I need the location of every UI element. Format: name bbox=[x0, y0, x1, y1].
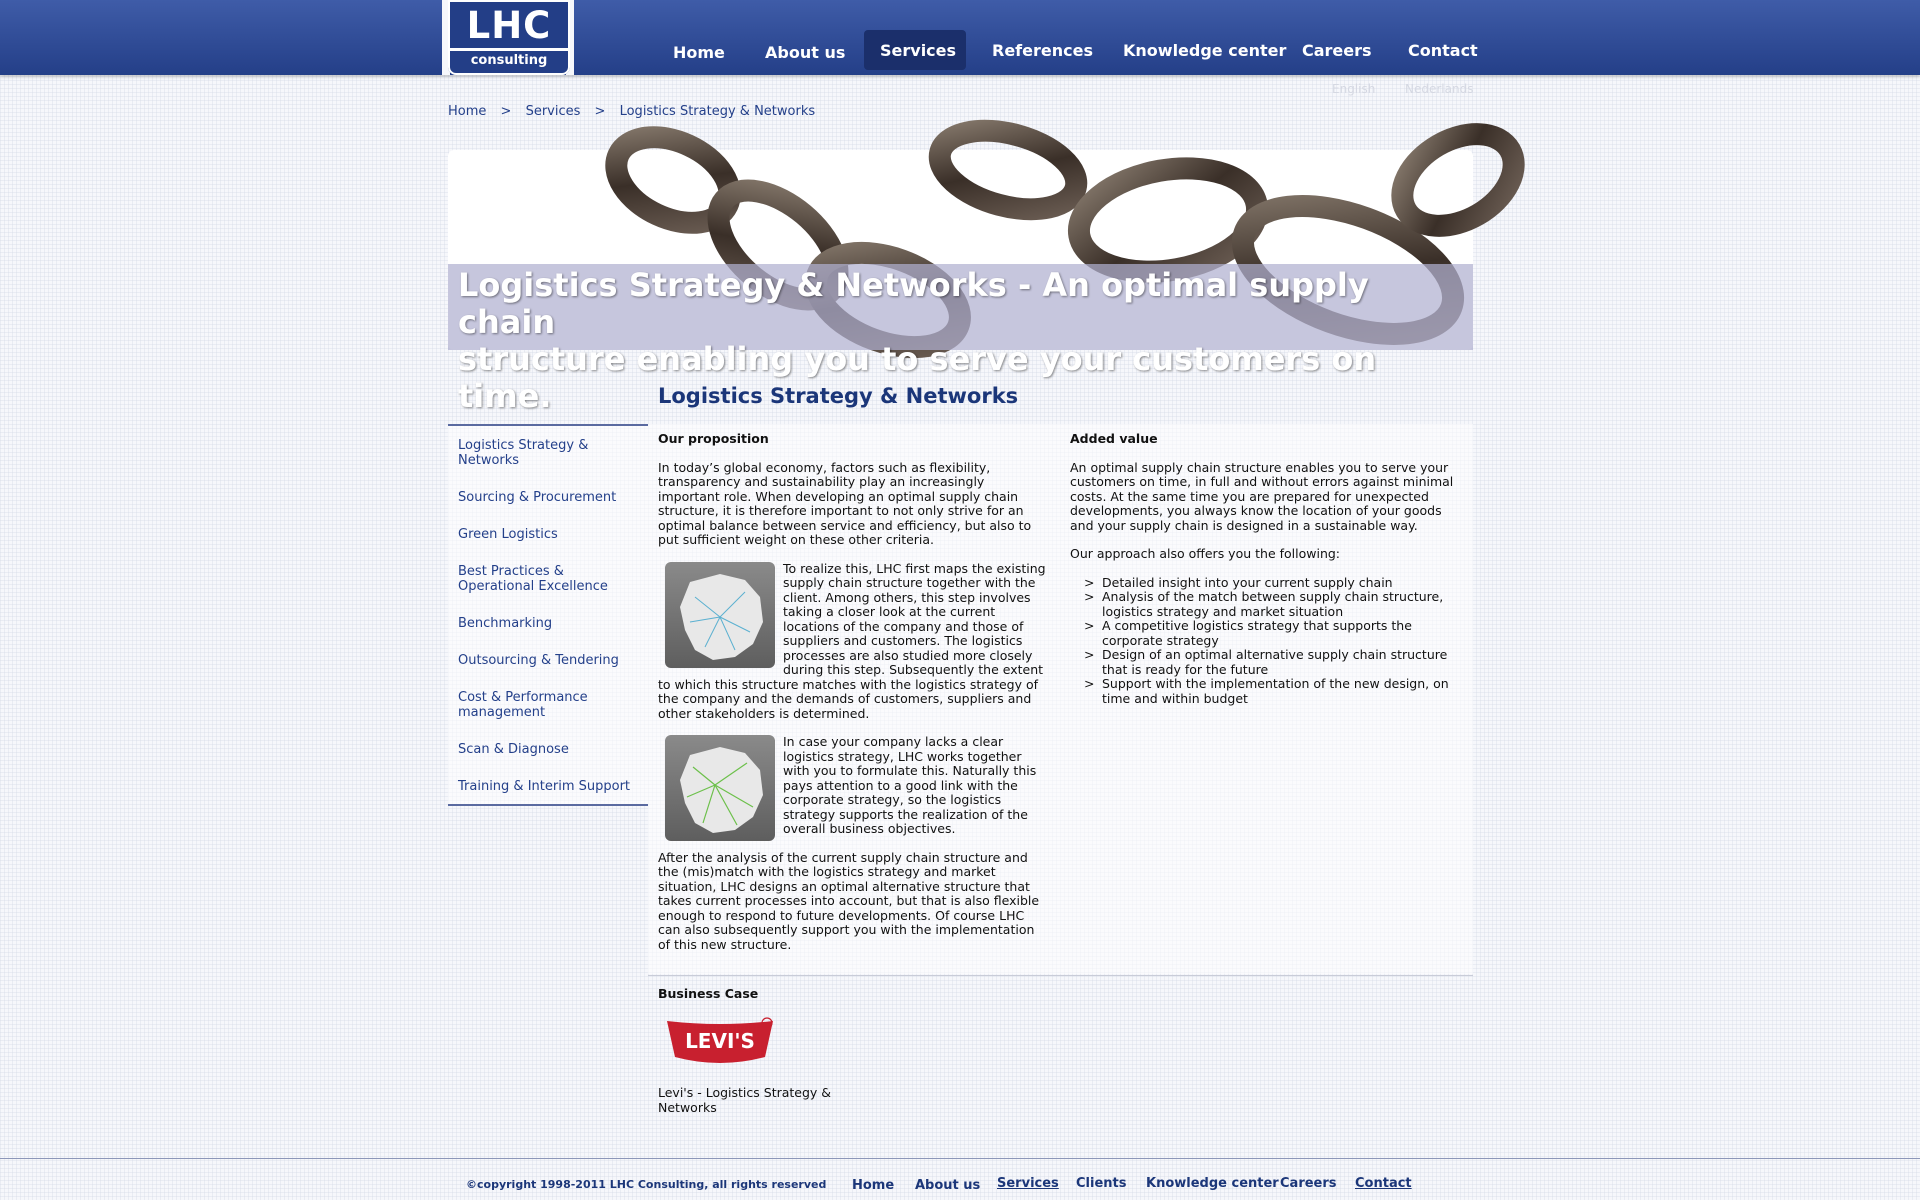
sidebar-item-outsourcing[interactable]: Outsourcing & Tendering bbox=[458, 653, 619, 668]
main-nav bbox=[0, 30, 1920, 70]
footer-nav-careers[interactable]: Careers bbox=[1280, 1176, 1337, 1191]
nav-about-us[interactable]: About us bbox=[765, 43, 846, 62]
proposition-paragraph-1: In today’s global economy, factors such as flexibility, transparency and sustainability play an increasingly important role. When developing an optimal supply chain structure, it is therefore important to not only strive for an optimal balance between service and efficiency, but also to put sufficient weight on these other criteria. bbox=[658, 459, 1032, 547]
sidebar-item-scan-diagnose[interactable]: Scan & Diagnose bbox=[458, 742, 569, 757]
sidebar-item-cost-performance[interactable]: Cost & Performance management bbox=[458, 690, 588, 720]
page-title: Logistics Strategy & Networks bbox=[658, 384, 1019, 408]
nav-references[interactable]: References bbox=[992, 41, 1093, 60]
sidebar-item-benchmarking[interactable]: Benchmarking bbox=[458, 616, 553, 631]
hero-heading-line-1: Logistics Strategy & Networks - An optimal supply chain bbox=[458, 266, 1369, 341]
list-item: > Design of an optimal alternative supply chain structure that is ready for the future bbox=[1084, 648, 1465, 677]
list-item: > Detailed insight into your current supply chain bbox=[1084, 576, 1465, 591]
breadcrumb-home[interactable]: Home bbox=[448, 104, 487, 119]
hero-heading-line-2: structure enabling you to serve your customers on time. bbox=[458, 340, 1377, 415]
nav-careers[interactable]: Careers bbox=[1302, 41, 1372, 60]
list-item: > Analysis of the match between supply chain structure, logistics strategy and market situation bbox=[1084, 590, 1465, 619]
added-value-heading: Added value bbox=[1070, 431, 1158, 446]
sidebar-item-best-practices[interactable]: Best Practices & Operational Excellence bbox=[458, 564, 608, 594]
breadcrumb bbox=[448, 104, 825, 119]
sidebar-item-green-logistics[interactable]: Green Logistics bbox=[458, 527, 558, 542]
nav-services[interactable]: Services bbox=[880, 41, 957, 60]
added-value-column bbox=[1070, 432, 1465, 706]
proposition-paragraph-3: In case your company lacks a clear logistics strategy, LHC works together with you to formulate this. Naturally this pays attention to a good link with the corporate strategy, so the logistics strategy supports the realization of the overall business objectives. bbox=[783, 734, 1037, 836]
business-case-link[interactable]: Levi's - Logistics Strategy & Networks bbox=[658, 1085, 832, 1115]
footer-nav-clients[interactable]: Clients bbox=[1076, 1176, 1127, 1191]
footer-nav-contact[interactable]: Contact bbox=[1355, 1176, 1412, 1191]
logo-sub-text: consulting bbox=[470, 53, 548, 68]
added-value-list bbox=[1084, 576, 1465, 707]
hero-banner bbox=[448, 150, 1473, 415]
sidebar-item-logistics-strategy[interactable]: Logistics Strategy & Networks bbox=[458, 438, 589, 468]
breadcrumb-services[interactable]: Services bbox=[525, 104, 581, 119]
copyright-text: ©copyright 1998-2011 LHC Consulting, all rights reserved bbox=[466, 1178, 827, 1191]
footer-divider bbox=[0, 1158, 1920, 1159]
sidebar-item-sourcing[interactable]: Sourcing & Procurement bbox=[458, 490, 617, 505]
business-case-heading: Business Case bbox=[658, 986, 759, 1001]
proposition-paragraph-2: To realize this, LHC first maps the existing supply chain structure together with the client. Among others, this step involves taking a closer look at the current locations of the company and those of suppliers and customers. The logistics processes are also studied more closely during this step. Subsequently the extent to which this structure matches with the logistics strategy of the company and the demands of customers, suppliers and other stakeholders is determined. bbox=[658, 560, 1046, 721]
services-sidebar bbox=[448, 424, 648, 806]
levis-logo[interactable] bbox=[665, 1017, 775, 1069]
added-value-paragraph-2: Our approach also offers you the following: bbox=[1070, 546, 1341, 561]
sidebar-item-training[interactable]: Training & Interim Support bbox=[458, 779, 631, 794]
proposition-heading: Our proposition bbox=[658, 431, 769, 446]
footer-nav-knowledge-center[interactable]: Knowledge center bbox=[1146, 1176, 1279, 1191]
added-value-paragraph-1: An optimal supply chain structure enables you to serve your customers on time, in full and without errors against minimal costs. At the same time you are prepared for unexpected developments, you always know the location of your goods and your supply chain is designed in a sustainable way. bbox=[1070, 459, 1454, 533]
levis-logo-text: LEVI'S bbox=[685, 1029, 755, 1053]
logo-main-text: LHC bbox=[466, 4, 552, 47]
proposition-column bbox=[658, 432, 1050, 966]
europe-network-map-image-2 bbox=[665, 735, 775, 841]
breadcrumb-current[interactable]: Logistics Strategy & Networks bbox=[619, 104, 816, 119]
footer-nav-services[interactable]: Services bbox=[997, 1176, 1059, 1191]
proposition-paragraph-4: After the analysis of the current supply chain structure and the (mis)match with the logistics strategy and market situation, LHC designs an optimal alternative structure that takes current processes into account, but that is also flexible enough to respond to future developments. Of course LHC can also subsequently support you with the implementation of this new structure. bbox=[658, 849, 1040, 952]
breadcrumb-separator: > bbox=[500, 104, 512, 119]
breadcrumb-separator: > bbox=[594, 104, 606, 119]
content-divider bbox=[648, 975, 1473, 976]
footer-nav-about-us[interactable]: About us bbox=[915, 1178, 981, 1193]
language-english[interactable]: English bbox=[1332, 82, 1376, 96]
nav-home[interactable]: Home bbox=[673, 43, 725, 62]
footer-nav-home[interactable]: Home bbox=[852, 1178, 895, 1193]
list-item: > A competitive logistics strategy that supports the corporate strategy bbox=[1084, 619, 1465, 648]
nav-knowledge-center[interactable]: Knowledge center bbox=[1123, 41, 1287, 60]
nav-contact[interactable]: Contact bbox=[1408, 41, 1478, 60]
language-dutch[interactable]: Nederlands bbox=[1405, 82, 1474, 96]
europe-network-map-image bbox=[665, 562, 775, 668]
list-item: > Support with the implementation of the new design, on time and within budget bbox=[1084, 677, 1465, 706]
